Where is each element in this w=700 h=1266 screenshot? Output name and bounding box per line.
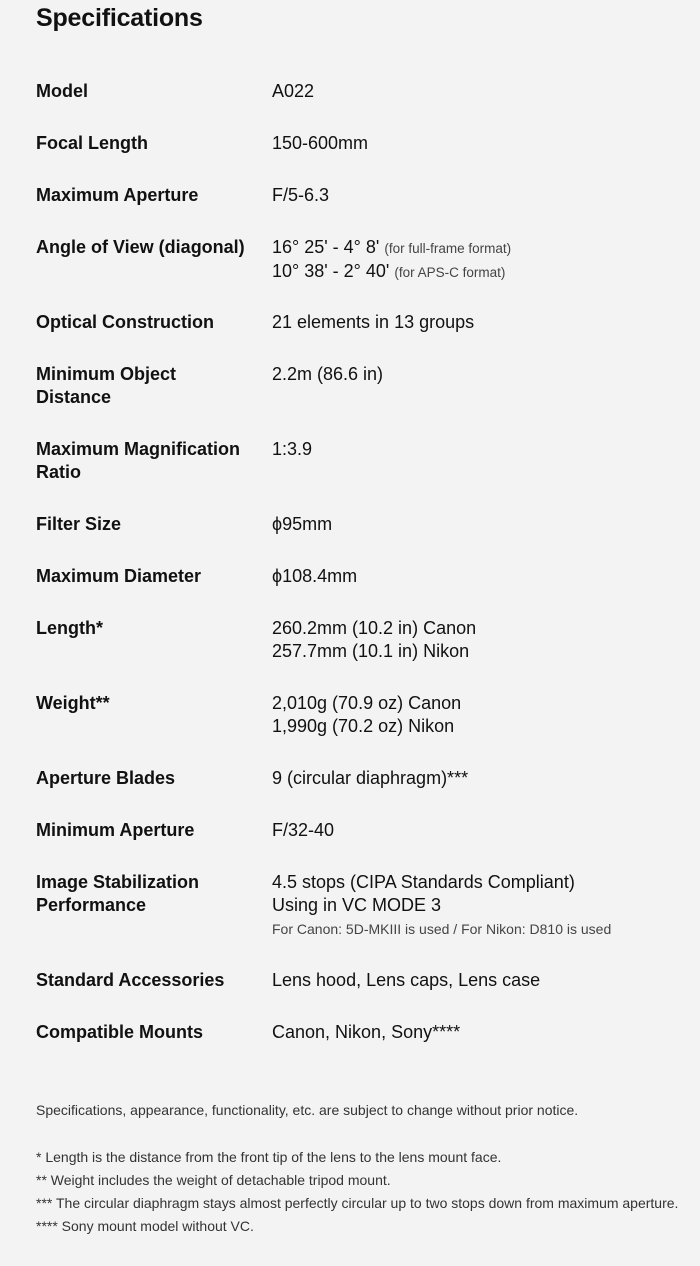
spec-label: Standard Accessories <box>36 970 225 990</box>
spec-label: Minimum Aperture <box>36 820 195 840</box>
spec-label: Maximum Diameter <box>36 566 202 586</box>
spec-value: Canon, Nikon, Sony**** <box>272 1022 461 1042</box>
spec-label: Filter Size <box>36 514 122 534</box>
spec-value: F/32-40 <box>272 820 335 840</box>
footnote-weight: ** Weight includes the weight of detachable tripod mount. <box>36 1172 391 1188</box>
spec-label: Angle of View (diagonal) <box>36 237 245 257</box>
spec-value: 150-600mm <box>272 133 369 153</box>
weight-canon: 2,010g (70.9 oz) Canon <box>272 693 462 713</box>
spec-value: F/5-6.3 <box>272 185 330 205</box>
spec-label: Image Stabilization Performance <box>36 872 200 915</box>
spec-value: 21 elements in 13 groups <box>272 312 475 332</box>
spec-value: 9 (circular diaphragm)*** <box>272 768 469 788</box>
aov-value-2: 10° 38' - 2° 40' <box>272 261 390 281</box>
aov-aps-c <box>272 260 692 284</box>
footnote-sony: **** Sony mount model without VC. <box>36 1218 254 1234</box>
aov-note-1: (for full-frame format) <box>384 241 512 256</box>
page-title: Specifications <box>36 4 203 32</box>
disclaimer: Specifications, appearance, functionality, etc. are subject to change without prior notice. <box>36 1102 579 1118</box>
footer-spacer <box>36 1122 686 1146</box>
spec-value <box>272 871 692 940</box>
spec-value: ϕ95mm <box>272 514 333 534</box>
spec-value: Lens hood, Lens caps, Lens case <box>272 970 541 990</box>
spec-label: Minimum Object Distance <box>36 364 177 407</box>
aov-value-1: 16° 25' - 4° 8' <box>272 237 380 257</box>
spec-value <box>272 236 692 284</box>
spec-label: Length* <box>36 618 103 638</box>
spec-value <box>272 692 692 738</box>
footnote-length: * Length is the distance from the front tip of the lens to the lens mount face. <box>36 1149 502 1165</box>
stabilization-stops: 4.5 stops (CIPA Standards Compliant) <box>272 872 575 892</box>
stabilization-mode: Using in VC MODE 3 <box>272 895 442 915</box>
spec-footer <box>36 1099 686 1238</box>
footnote-diaphragm: *** The circular diaphragm stays almost perfectly circular up to two stops down from maximum aperture. <box>36 1195 679 1211</box>
length-nikon: 257.7mm (10.1 in) Nikon <box>272 641 470 661</box>
spec-label: Maximum Magnification Ratio <box>36 439 241 482</box>
spec-label: Maximum Aperture <box>36 185 199 205</box>
spec-value: A022 <box>272 81 315 101</box>
spec-label: Optical Construction <box>36 312 215 332</box>
aov-full-frame <box>272 236 692 260</box>
stabilization-note: For Canon: 5D-MKIII is used / For Nikon: D810 is used <box>272 921 612 937</box>
aov-note-2: (for APS-C format) <box>394 265 506 280</box>
length-canon: 260.2mm (10.2 in) Canon <box>272 618 477 638</box>
spec-label: Model <box>36 81 88 101</box>
spec-label: Aperture Blades <box>36 768 176 788</box>
spec-label: Focal Length <box>36 133 148 153</box>
spec-value: ϕ108.4mm <box>272 566 358 586</box>
spec-label: Weight** <box>36 693 110 713</box>
weight-nikon: 1,990g (70.2 oz) Nikon <box>272 716 455 736</box>
spec-value: 2.2m (86.6 in) <box>272 364 384 384</box>
spec-label: Compatible Mounts <box>36 1022 203 1042</box>
spec-value: 1:3.9 <box>272 439 313 459</box>
spec-value <box>272 617 692 663</box>
